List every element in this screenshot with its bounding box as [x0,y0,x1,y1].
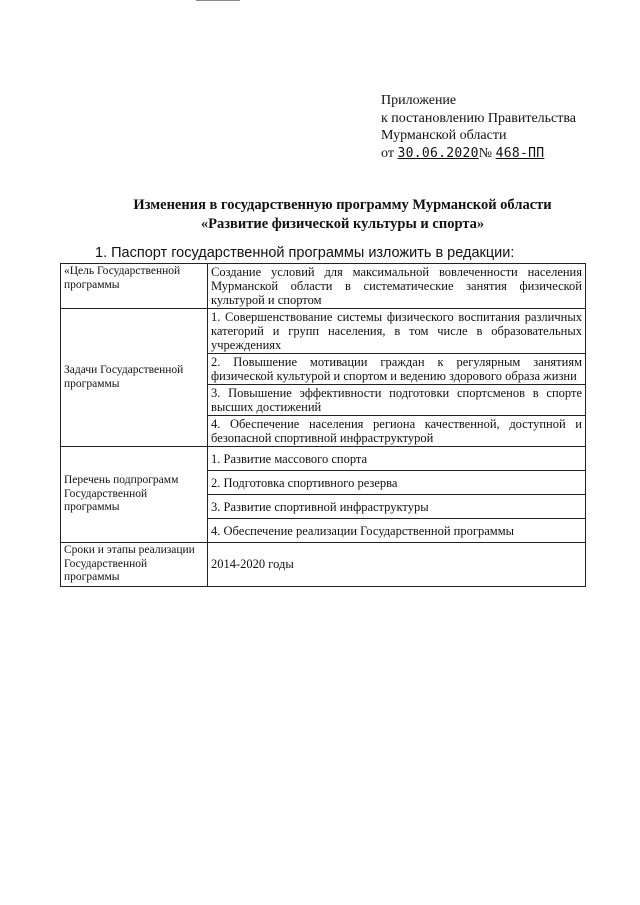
goal-label: «Цель Государственной программы [61,264,208,309]
subprogram-item: 1. Развитие массового спорта [208,447,586,471]
number-value: 468-ПП [495,145,545,161]
title-line: Изменения в государственную программу Мурманской области [133,197,552,213]
task-item: 1. Совершенствование системы физического воспитания различных категорий и групп населения, в том числе в образовательных учреждениях [208,309,586,354]
date-prefix: от [381,145,394,161]
task-item: 3. Повышение эффективности подготовки спортсменов в спорте высших достижений [208,385,586,416]
task-item: 4. Обеспечение населения региона качественной, доступной и безопасной спортивной инфраструктурой [208,416,586,447]
task-item: 2. Повышение мотивации граждан к регулярным занятиям физической культурой и спортом и ведению здорового образа жизни [208,354,586,385]
section-heading: 1. Паспорт государственной программы изложить в редакции: [95,245,515,261]
appendix-line: Мурманской области [381,128,507,143]
document-title [60,196,625,234]
subprograms-label: Перечень подпрограмм Государственной программы [61,447,208,543]
appendix-line: к постановлению Правительства [381,110,577,126]
goal-value: Создание условий для максимальной вовлеченности населения Мурманской области в систематические занятия физической культурой и спортом [208,264,586,309]
scan-artifact-line [196,0,240,1]
appendix-date-line [381,145,576,163]
appendix-line: Приложение [381,93,457,108]
tasks-label: Задачи Государственной программы [61,309,208,447]
table-row [61,264,586,309]
date-value: 30.06.2020 [397,145,479,161]
subprogram-item: 3. Развитие спортивной инфраструктуры [208,495,586,519]
subprogram-item: 4. Обеспечение реализации Государственной программы [208,519,586,543]
passport-table [60,263,586,587]
table-row [61,309,586,354]
subprogram-item: 2. Подготовка спортивного резерва [208,471,586,495]
table-row [61,447,586,471]
terms-label: Сроки и этапы реализации Государственной программы [61,543,208,587]
table-row [61,543,586,587]
title-line: «Развитие физической культуры и спорта» [200,216,485,232]
appendix-block [381,92,576,162]
number-sign: № [478,145,493,161]
terms-value: 2014-2020 годы [208,543,586,587]
